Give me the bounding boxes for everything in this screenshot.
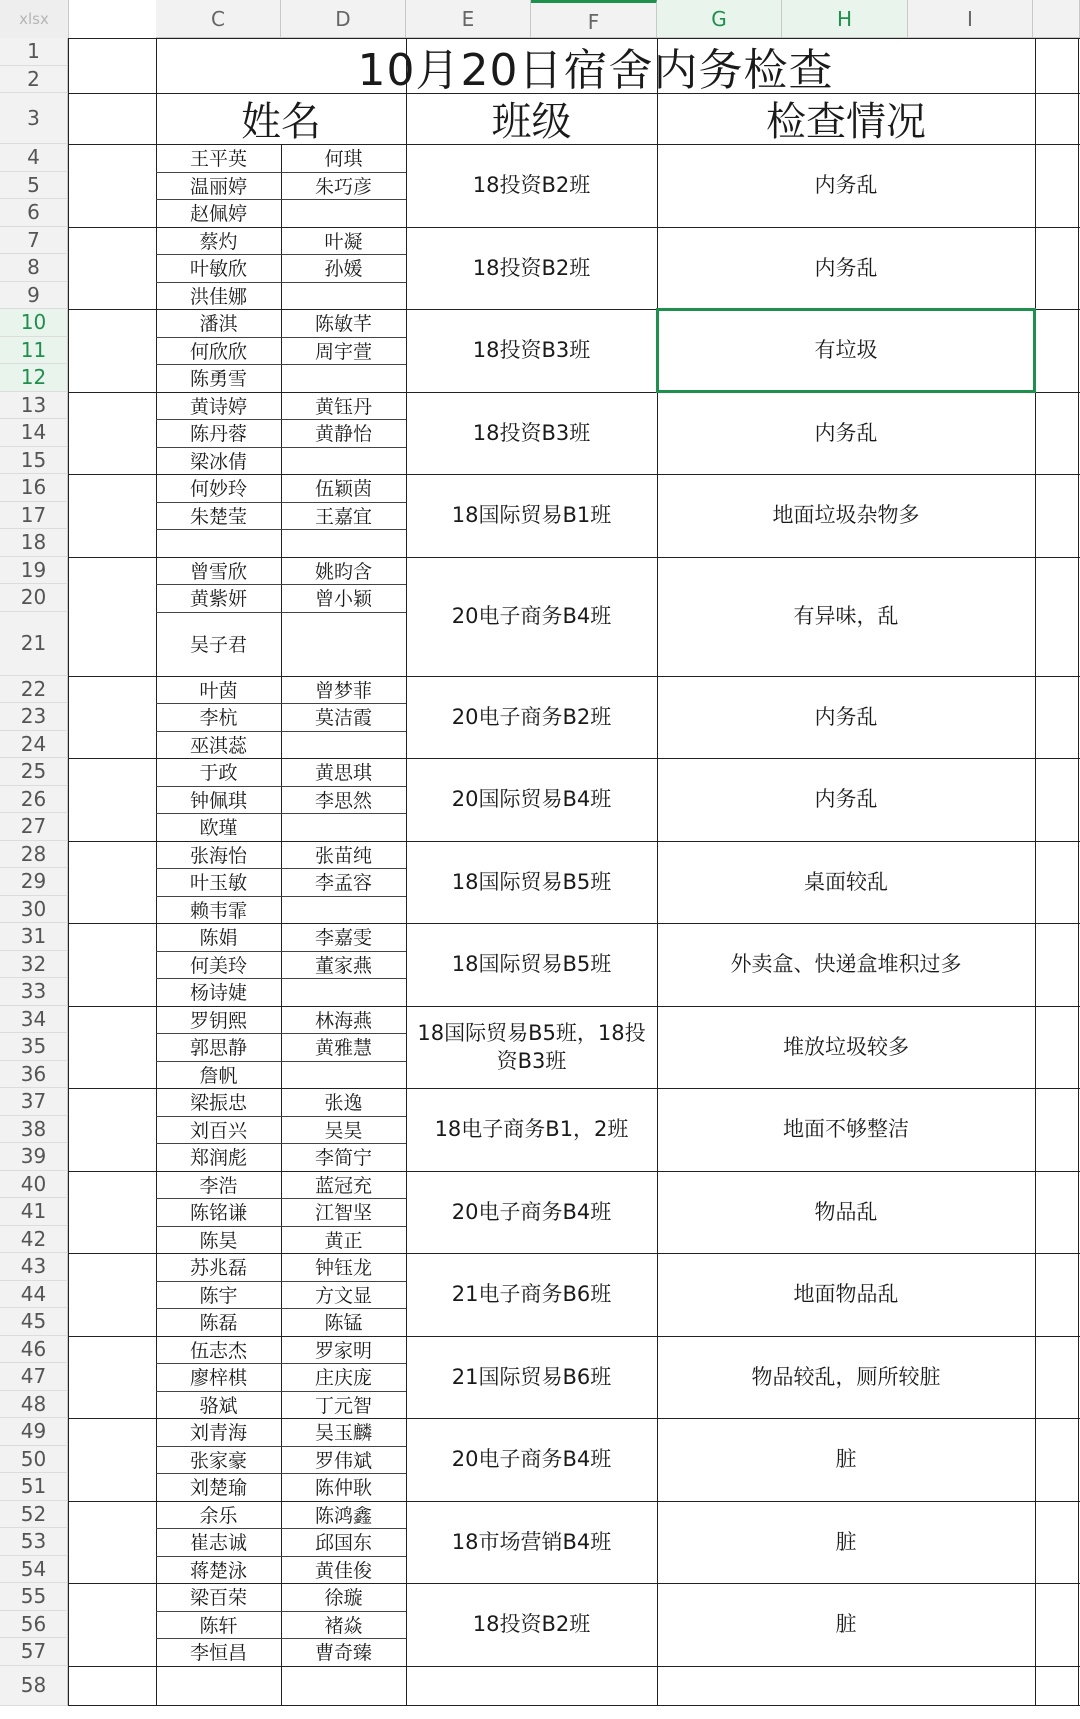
name-cell[interactable]: 何欣欣 [189, 340, 247, 363]
status-cell[interactable]: 脏 [835, 1529, 857, 1554]
grid-line-horizontal [156, 703, 406, 704]
grid-line-horizontal [156, 813, 406, 814]
name-cell[interactable]: 郭思静 [189, 1037, 247, 1060]
row-header[interactable]: 44 [0, 1281, 68, 1309]
class-cell[interactable]: 18国际贸易B5班，18投资B3班 [417, 1020, 646, 1073]
row-header[interactable]: 29 [0, 868, 68, 896]
grid-line-horizontal [68, 1666, 1080, 1667]
header-class[interactable]: 班级 [491, 99, 572, 144]
class-cell[interactable]: 18国际贸易B1班 [451, 503, 612, 528]
name-cell[interactable]: 伍志杰 [189, 1339, 247, 1362]
row-header[interactable]: 27 [0, 813, 68, 841]
name-cell[interactable]: 叶凝 [324, 230, 363, 253]
name-cell[interactable]: 罗伟斌 [314, 1449, 372, 1472]
grid-line-horizontal [68, 676, 1080, 677]
grid-line-horizontal [156, 1143, 406, 1144]
grid-line-horizontal [156, 1281, 406, 1282]
name-cell[interactable]: 黄钰丹 [314, 395, 372, 418]
name-cell[interactable]: 梁冰倩 [189, 450, 247, 473]
name-cell[interactable]: 李孟容 [314, 872, 372, 895]
name-cell[interactable]: 崔志诚 [189, 1532, 247, 1555]
row-header[interactable]: 41 [0, 1198, 68, 1226]
row-header[interactable]: 14 [0, 419, 68, 447]
grid-line-horizontal [156, 1611, 406, 1612]
row-header[interactable]: 37 [0, 1088, 68, 1116]
name-cell[interactable]: 刘青海 [189, 1422, 247, 1445]
name-cell[interactable]: 王嘉宜 [314, 505, 372, 528]
grid-line-horizontal [156, 1226, 406, 1227]
row-header[interactable]: 2 [0, 66, 68, 94]
name-cell[interactable]: 何琪 [324, 148, 363, 171]
name-cell[interactable]: 张逸 [324, 1092, 363, 1115]
grid-line-horizontal [156, 786, 406, 787]
name-cell[interactable]: 陈娟 [199, 927, 238, 950]
name-cell[interactable]: 伍颖茵 [314, 478, 372, 501]
row-header[interactable]: 19 [0, 557, 68, 585]
name-cell[interactable]: 罗家明 [314, 1339, 372, 1362]
column-header-filler [1033, 0, 1080, 38]
grid-line-horizontal [156, 199, 406, 200]
class-cell[interactable]: 18投资B3班 [472, 420, 591, 445]
status-cell[interactable]: 内务乱 [814, 787, 878, 812]
class-cell[interactable]: 18国际贸易B5班 [451, 952, 612, 977]
row-header[interactable]: 6 [0, 199, 68, 227]
status-cell[interactable]: 物品较乱，厕所较脏 [751, 1364, 941, 1389]
class-cell[interactable]: 21国际贸易B6班 [451, 1364, 612, 1389]
name-cell[interactable]: 黄佳俊 [314, 1559, 372, 1582]
name-cell[interactable]: 罗钥熙 [189, 1009, 247, 1032]
name-cell[interactable]: 陈昊 [199, 1229, 238, 1252]
name-cell[interactable] [281, 978, 406, 1006]
class-cell[interactable]: 18投资B2班 [472, 255, 591, 280]
name-cell[interactable]: 黄紫妍 [189, 588, 247, 611]
select-all-corner[interactable]: xlsx [0, 0, 69, 39]
status-cell[interactable]: 内务乱 [814, 255, 878, 280]
column-header-g[interactable]: G [657, 0, 782, 38]
name-cell[interactable]: 李思然 [314, 789, 372, 812]
grid-line-horizontal [68, 474, 1080, 475]
class-cell[interactable]: 18市场营销B4班 [451, 1529, 612, 1554]
row-header[interactable]: 3 [0, 93, 68, 144]
class-cell[interactable]: 20国际贸易B4班 [451, 787, 612, 812]
grid-line-horizontal [68, 1006, 1080, 1007]
grid-line-horizontal [156, 1446, 406, 1447]
name-cell[interactable]: 陈敏芊 [314, 313, 372, 336]
grid-line-horizontal [156, 337, 406, 338]
row-header[interactable]: 31 [0, 923, 68, 951]
grid-line-horizontal [68, 93, 1080, 94]
class-cell[interactable]: 20电子商务B4班 [451, 1447, 612, 1472]
class-cell[interactable]: 20电子商务B2班 [451, 704, 612, 729]
row-header[interactable]: 40 [0, 1171, 68, 1199]
name-cell[interactable]: 刘楚瑜 [189, 1477, 247, 1500]
row-header[interactable]: 18 [0, 529, 68, 557]
name-cell[interactable]: 钟佩琪 [189, 789, 247, 812]
grid-line-horizontal [156, 1198, 406, 1199]
status-cell[interactable]: 有垃圾 [814, 338, 878, 363]
name-cell[interactable]: 李简宁 [314, 1147, 372, 1170]
row-header[interactable]: 39 [0, 1143, 68, 1171]
name-cell[interactable]: 苏兆磊 [189, 1257, 247, 1280]
name-cell[interactable]: 李杭 [199, 707, 238, 730]
grid-line-horizontal [68, 38, 1080, 39]
sheet-title[interactable]: 10月20日宿舍内务检查 [357, 44, 834, 93]
name-cell[interactable]: 莫洁霞 [314, 707, 372, 730]
status-cell[interactable]: 地面物品乱 [793, 1282, 899, 1307]
class-cell[interactable]: 20电子商务B4班 [451, 604, 612, 628]
header-name[interactable]: 姓名 [241, 99, 321, 144]
name-cell[interactable]: 李恒昌 [189, 1642, 247, 1665]
row-header[interactable]: 38 [0, 1116, 68, 1144]
row-header[interactable]: 11 [0, 337, 68, 365]
grid-line-vertical [657, 38, 658, 1706]
grid-line-horizontal [156, 447, 406, 448]
name-cell[interactable]: 周宇萱 [314, 340, 372, 363]
name-cell[interactable]: 陈勇雪 [189, 368, 247, 391]
row-header[interactable]: 1 [0, 38, 68, 66]
grid-line-horizontal [156, 502, 406, 503]
grid-line-horizontal [156, 896, 406, 897]
name-cell[interactable]: 吴玉麟 [314, 1422, 372, 1445]
status-cell[interactable]: 外卖盒、快递盒堆积过多 [730, 952, 962, 977]
grid-line-vertical [68, 38, 69, 1706]
status-cell[interactable]: 堆放垃圾较多 [783, 1034, 909, 1059]
name-cell[interactable]: 张苗纯 [314, 844, 372, 867]
row-header[interactable]: 9 [0, 282, 68, 310]
column-header-d[interactable]: D [281, 0, 406, 38]
status-cell[interactable]: 物品乱 [814, 1199, 878, 1224]
name-cell[interactable]: 钟钰龙 [314, 1257, 372, 1280]
class-cell[interactable]: 21电子商务B6班 [451, 1282, 612, 1307]
name-cell[interactable]: 蒋楚泳 [189, 1559, 247, 1582]
name-cell[interactable]: 温丽婷 [189, 175, 247, 198]
row-header[interactable]: 53 [0, 1528, 68, 1556]
row-header[interactable]: 50 [0, 1446, 68, 1474]
grid-line-horizontal [68, 923, 1080, 924]
name-cell[interactable]: 曾小颖 [314, 588, 372, 611]
name-cell[interactable]: 朱楚莹 [189, 505, 247, 528]
column-header-h[interactable]: H [782, 0, 908, 38]
row-header[interactable]: 17 [0, 502, 68, 530]
grid-line-vertical [1078, 38, 1079, 1706]
row-header[interactable]: 22 [0, 676, 68, 704]
name-cell[interactable]: 陈鸿鑫 [314, 1504, 372, 1527]
name-cell[interactable] [281, 612, 406, 676]
name-cell[interactable]: 赖韦霏 [189, 899, 247, 922]
name-cell[interactable]: 陈铭谦 [189, 1202, 247, 1225]
row-header[interactable]: 15 [0, 447, 68, 475]
row-header[interactable]: 34 [0, 1006, 68, 1034]
name-cell[interactable]: 曾雪欣 [189, 560, 247, 583]
name-cell[interactable] [281, 447, 406, 475]
grid-line-horizontal [156, 529, 406, 530]
name-cell[interactable]: 江智坚 [314, 1202, 372, 1225]
name-cell[interactable]: 余乐 [199, 1504, 238, 1527]
name-cell[interactable]: 黄正 [324, 1229, 363, 1252]
name-cell[interactable]: 褚焱 [324, 1614, 363, 1637]
class-cell[interactable]: 18投资B3班 [472, 338, 591, 363]
name-cell[interactable] [281, 364, 406, 392]
grid-line-vertical [156, 38, 157, 1706]
grid-line-horizontal [156, 1391, 406, 1392]
row-header[interactable]: 20 [0, 584, 68, 612]
name-cell[interactable]: 张家豪 [189, 1449, 247, 1472]
name-cell[interactable]: 梁百荣 [189, 1587, 247, 1610]
grid-line-horizontal [68, 1501, 1080, 1502]
name-cell[interactable]: 赵佩婷 [189, 203, 247, 226]
row-header[interactable]: 45 [0, 1308, 68, 1336]
name-cell[interactable]: 廖梓棋 [189, 1367, 247, 1390]
row-header[interactable]: 28 [0, 841, 68, 869]
column-header-i[interactable]: I [908, 0, 1033, 38]
name-cell[interactable]: 陈宇 [199, 1284, 238, 1307]
grid-line-horizontal [68, 1705, 1080, 1706]
grid-line-horizontal [156, 1033, 406, 1034]
name-cell[interactable]: 陈轩 [199, 1614, 238, 1637]
grid-line-horizontal [68, 758, 1080, 759]
row-header[interactable]: 7 [0, 227, 68, 255]
grid-line-horizontal [156, 731, 406, 732]
name-cell[interactable] [281, 529, 406, 557]
name-cell[interactable] [281, 896, 406, 924]
row-header[interactable]: 58 [0, 1666, 68, 1706]
name-cell[interactable]: 曹奇臻 [314, 1642, 372, 1665]
row-header[interactable]: 57 [0, 1638, 68, 1666]
name-cell[interactable]: 洪佳娜 [189, 285, 247, 308]
grid-line-horizontal [68, 557, 1080, 558]
grid-line-horizontal [68, 1583, 1080, 1584]
row-header[interactable]: 4 [0, 144, 68, 172]
row-header[interactable]: 46 [0, 1336, 68, 1364]
grid-line-horizontal [156, 978, 406, 979]
name-cell[interactable]: 曾梦菲 [314, 679, 372, 702]
name-cell[interactable]: 黄静怡 [314, 423, 372, 446]
status-cell[interactable]: 地面不够整洁 [783, 1117, 909, 1142]
row-header[interactable]: 5 [0, 172, 68, 200]
grid-line-horizontal [68, 841, 1080, 842]
grid-line-horizontal [68, 1418, 1080, 1419]
name-cell[interactable]: 陈仲耿 [314, 1477, 372, 1500]
name-cell[interactable]: 巫淇蕊 [189, 734, 247, 757]
name-cell[interactable]: 姚昀含 [314, 560, 372, 583]
grid-line-horizontal [68, 227, 1080, 228]
row-header[interactable]: 8 [0, 254, 68, 282]
name-cell[interactable]: 黄雅慧 [314, 1037, 372, 1060]
name-cell[interactable]: 林海燕 [314, 1009, 372, 1032]
row-header[interactable]: 16 [0, 474, 68, 502]
grid-line-horizontal [156, 1363, 406, 1364]
status-cell[interactable]: 有异味，乱 [793, 604, 899, 628]
status-cell[interactable]: 桌面较乱 [804, 869, 888, 894]
column-header-c[interactable]: C [156, 0, 281, 38]
class-cell[interactable]: 18国际贸易B5班 [451, 869, 612, 894]
name-cell[interactable]: 蔡灼 [199, 230, 238, 253]
grid-line-horizontal [156, 172, 406, 173]
grid-line-horizontal [156, 1061, 406, 1062]
grid-line-vertical [406, 38, 407, 1706]
status-cell[interactable]: 内务乱 [814, 420, 878, 445]
name-cell[interactable]: 刘百兴 [189, 1119, 247, 1142]
row-header[interactable]: 23 [0, 703, 68, 731]
name-cell[interactable]: 陈磊 [199, 1312, 238, 1335]
row-header[interactable]: 48 [0, 1391, 68, 1419]
name-cell[interactable]: 欧瑾 [199, 817, 238, 840]
grid-line-horizontal [68, 1088, 1080, 1089]
row-header[interactable]: 24 [0, 731, 68, 759]
name-cell[interactable] [281, 731, 406, 759]
row-header[interactable]: 32 [0, 951, 68, 979]
name-cell[interactable]: 庄庆庞 [314, 1367, 372, 1390]
grid-line-horizontal [156, 1556, 406, 1557]
grid-line-horizontal [68, 1336, 1080, 1337]
name-cell[interactable]: 叶敏欣 [189, 258, 247, 281]
column-header-f[interactable]: F [531, 0, 657, 38]
grid-line-horizontal [68, 1171, 1080, 1172]
name-cell[interactable] [281, 282, 406, 310]
grid-line-horizontal [156, 868, 406, 869]
status-cell[interactable]: 内务乱 [814, 173, 878, 198]
row-header[interactable]: 51 [0, 1473, 68, 1501]
name-cell[interactable]: 陈锰 [324, 1312, 363, 1335]
grid-line-vertical [281, 144, 282, 1706]
status-cell[interactable]: 内务乱 [814, 704, 878, 729]
name-cell[interactable]: 李嘉雯 [314, 927, 372, 950]
name-cell[interactable]: 邱国东 [314, 1532, 372, 1555]
name-cell[interactable]: 徐璇 [324, 1587, 363, 1610]
name-cell[interactable]: 吴子君 [189, 634, 247, 656]
grid-line-horizontal [156, 254, 406, 255]
class-cell[interactable]: 18投资B2班 [472, 173, 591, 198]
grid-line-horizontal [156, 1473, 406, 1474]
status-cell[interactable]: 脏 [835, 1447, 857, 1472]
row-header[interactable]: 33 [0, 978, 68, 1006]
row-header[interactable]: 52 [0, 1501, 68, 1529]
name-cell[interactable]: 梁振忠 [189, 1092, 247, 1115]
row-header[interactable]: 42 [0, 1226, 68, 1254]
name-cell[interactable]: 郑润彪 [189, 1147, 247, 1170]
grid-line-horizontal [156, 584, 406, 585]
name-cell[interactable]: 王平英 [189, 148, 247, 171]
selection-box [656, 308, 1036, 393]
name-cell[interactable]: 何妙玲 [189, 478, 247, 501]
name-cell[interactable]: 叶玉敏 [189, 872, 247, 895]
class-cell[interactable]: 20电子商务B4班 [451, 1199, 612, 1224]
column-header-e[interactable]: E [406, 0, 531, 38]
header-status[interactable]: 检查情况 [766, 99, 926, 144]
row-header[interactable]: 36 [0, 1061, 68, 1089]
grid-line-horizontal [156, 1308, 406, 1309]
grid-line-vertical [1035, 38, 1036, 1706]
name-cell[interactable]: 方文显 [314, 1284, 372, 1307]
class-cell[interactable]: 18电子商务B1，2班 [434, 1117, 629, 1142]
grid-line-horizontal [156, 1528, 406, 1529]
name-cell[interactable]: 董家燕 [314, 954, 372, 977]
name-cell[interactable] [281, 813, 406, 841]
grid-line-horizontal [68, 1253, 1080, 1254]
row-header[interactable]: 56 [0, 1611, 68, 1639]
name-cell[interactable]: 杨诗婕 [189, 982, 247, 1005]
name-cell[interactable]: 何美玲 [189, 954, 247, 977]
row-header[interactable]: 26 [0, 786, 68, 814]
name-cell[interactable]: 张海怡 [189, 844, 247, 867]
name-cell[interactable]: 吴昊 [324, 1119, 363, 1142]
row-header[interactable]: 43 [0, 1253, 68, 1281]
row-header[interactable]: 10 [0, 309, 68, 337]
row-header[interactable]: 49 [0, 1418, 68, 1446]
name-cell[interactable]: 丁元智 [314, 1394, 372, 1417]
name-cell[interactable]: 陈丹蓉 [189, 423, 247, 446]
name-cell[interactable]: 孙媛 [324, 258, 363, 281]
row-header[interactable]: 54 [0, 1556, 68, 1584]
row-header[interactable]: 25 [0, 758, 68, 786]
name-cell[interactable] [156, 529, 281, 557]
name-cell[interactable]: 潘淇 [199, 313, 238, 336]
name-cell[interactable]: 詹帆 [199, 1064, 238, 1087]
name-cell[interactable]: 黄思琪 [314, 762, 372, 785]
name-cell[interactable] [281, 199, 406, 227]
row-header[interactable]: 30 [0, 896, 68, 924]
row-header[interactable]: 21 [0, 612, 68, 676]
class-cell[interactable]: 18投资B2班 [472, 1612, 591, 1637]
row-header[interactable]: 13 [0, 392, 68, 420]
row-header[interactable]: 12 [0, 364, 68, 392]
name-cell[interactable]: 黄诗婷 [189, 395, 247, 418]
grid-line-horizontal [68, 144, 1080, 145]
name-cell[interactable]: 叶茵 [199, 679, 238, 702]
name-cell[interactable]: 朱巧彦 [314, 175, 372, 198]
grid-line-horizontal [156, 419, 406, 420]
row-header[interactable]: 55 [0, 1583, 68, 1611]
name-cell[interactable]: 骆斌 [199, 1394, 238, 1417]
name-cell[interactable] [281, 1061, 406, 1089]
grid-line-horizontal [156, 282, 406, 283]
name-cell[interactable]: 李浩 [199, 1174, 238, 1197]
status-cell[interactable]: 脏 [835, 1612, 857, 1637]
name-cell[interactable]: 蓝冠充 [314, 1174, 372, 1197]
row-header[interactable]: 47 [0, 1363, 68, 1391]
grid-line-horizontal [156, 951, 406, 952]
status-cell[interactable]: 地面垃圾杂物多 [772, 503, 920, 528]
grid-line-horizontal [156, 364, 406, 365]
row-header[interactable]: 35 [0, 1033, 68, 1061]
grid-line-horizontal [156, 1116, 406, 1117]
name-cell[interactable]: 于政 [199, 762, 238, 785]
grid-line-horizontal [156, 612, 406, 613]
grid-line-horizontal [156, 1638, 406, 1639]
